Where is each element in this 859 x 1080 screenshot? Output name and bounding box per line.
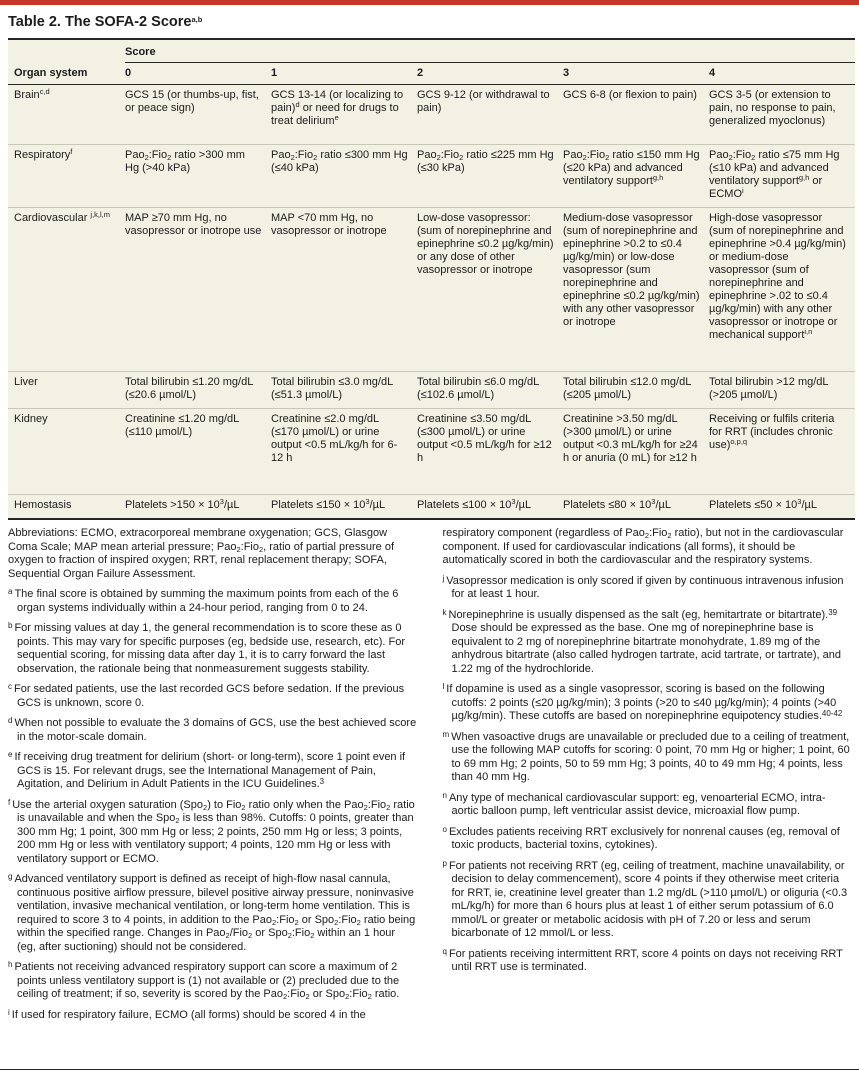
footnote-o	[443, 826, 852, 853]
footnote-b	[8, 622, 417, 676]
footnote-f	[8, 799, 417, 867]
footnote-m	[443, 731, 852, 785]
organ-label-liver: Liver	[8, 372, 125, 409]
footnote-d	[8, 717, 417, 744]
cell-respiratory-score1: Pao$_2$:Fio$_2$ ratio ≤300 mm Hg (≤40 kPa)	[271, 145, 417, 208]
footnote-c	[8, 683, 417, 710]
score-group-row	[8, 39, 855, 63]
score-col-header-2: 2	[417, 63, 563, 85]
footnote-marker-c: c	[8, 682, 12, 691]
footnotes-left-column	[8, 527, 417, 1029]
footnote-text-p: For patients not receiving RRT (eg, ceiling of treatment, machine unavailability, or decision to delay commencement), score 4 points if they otherwise meet criteria for RRT, ie, creatinine level greater than 1.2 mg/dL (>110 µmol/L) or oliguria (<0.3 mL/kg/h) for more than 6 hours plus at least 1 of either serum potassium of 6.0 mmol/L or greater or metabolic acidosis with pH of 7.20 or less and serum bicarbonate of 12 mmol/L or less.	[448, 859, 848, 939]
footnote-q	[443, 948, 852, 975]
footnote-text-n: Any type of mechanical cardiovascular support: eg, venoarterial ECMO, intra-aortic balloon pump, left ventricular assist device, microaxial flow pump.	[448, 791, 826, 817]
cell-respiratory-score3: Pao$_2$:Fio$_2$ ratio ≤150 mm Hg (≤20 kPa) and advanced ventilatory support$^{g,h}$	[563, 145, 709, 208]
footnote-marker-a: a	[8, 587, 13, 596]
footnote-text-q: For patients receiving intermittent RRT, score 4 points on days not receiving RRT until RRT use is terminated.	[448, 947, 843, 973]
table-row-hemostasis	[8, 495, 855, 520]
footnote-marker-h: h	[8, 960, 13, 969]
footnote-a	[8, 588, 417, 615]
footnote-k	[443, 609, 852, 677]
footnote-e	[8, 751, 417, 792]
cell-cardiovascular-score4: High-dose vasopressor (sum of norepinephrine and epinephrine >0.4 µg/kg/min) or medium-dose vasopressor (sum of norepinephrine and epinephrine >.02 to ≤0.4 µg/kg/min) with any other vasopressor or inotrope or mechanical support$^{i,n}$	[709, 208, 855, 372]
footnote-text-i: If used for respiratory failure, ECMO (all forms) should be scored 4 in the	[11, 1008, 366, 1021]
footnote-text-d: When not possible to evaluate the 3 domains of GCS, use the best achieved score in the motor-scale domain.	[14, 717, 417, 743]
footnote-marker-i: i	[8, 1007, 10, 1017]
footnote-i	[8, 1009, 417, 1023]
score-col-header-0: 0	[125, 63, 271, 85]
footnote-marker-k: k	[442, 607, 447, 617]
cell-liver-score4: Total bilirubin >12 mg/dL (>205 µmol/L)	[709, 372, 855, 409]
footnote-marker-d: d	[8, 716, 13, 725]
footnote-marker-b: b	[8, 621, 13, 630]
footnote-marker-p: p	[442, 858, 447, 868]
table-row-kidney	[8, 409, 855, 495]
footnote-h	[8, 961, 417, 1002]
footnote-text-c: For sedated patients, use the last recorded GCS before sedation. If the previous GCS is unknown, score 0.	[14, 683, 405, 709]
footnote-marker-n: n	[442, 790, 447, 800]
footnote-text-a: The final score is obtained by summing the maximum points from each of the 6 organ systems individually within a 24-hour period, ranging from 0 to 24.	[14, 588, 399, 614]
cell-liver-score0: Total bilirubin ≤1.20 mg/dL (≤20.6 µmol/L)	[125, 372, 271, 409]
cell-hemostasis-score4: Platelets $\le 50 \times 10^3/\mu L$	[709, 497, 817, 511]
cell-liver-score2: Total bilirubin ≤6.0 mg/dL (≤102.6 µmol/L)	[417, 372, 563, 409]
cell-brain-score1: GCS 13-14 (or localizing to pain)$^d$ or need for drugs to treat delirium$^e$	[271, 85, 417, 145]
footnote-marker-g: g	[8, 872, 13, 881]
cell-brain-score2: GCS 9-12 (or withdrawal to pain)	[417, 85, 563, 145]
organ-label-respiratory: Respiratory$^f$	[8, 145, 125, 208]
table-row-respiratory	[8, 145, 855, 208]
cell-respiratory-score4: Pao$_2$:Fio$_2$ ratio ≤75 mm Hg (≤10 kPa) and advanced ventilatory support$^{g,h}$ or ECMO$^i$	[709, 145, 855, 208]
cell-kidney-score3: Creatinine >3.50 mg/dL (>300 µmol/L) or urine output <0.3 mL/kg/h for ≥24 h or anuria (0 mL) for ≥12 h	[563, 409, 709, 495]
score-group-spacer	[8, 39, 125, 63]
cell-respiratory-score2: Pao$_2$:Fio$_2$ ratio ≤225 mm Hg (≤30 kPa)	[417, 145, 563, 208]
table-row-liver	[8, 372, 855, 409]
cell-brain-score0: GCS 15 (or thumbs-up, fist, or peace sign)	[125, 85, 271, 145]
cell-cardiovascular-score3: Medium-dose vasopressor (sum of norepinephrine and epinephrine >0.2 to ≤0.4 µg/kg/min) or low-dose vasopressor (sum norepinephrine and epinephrine ≤0.2 µg/kg/min) with any other vasopressor or inotrope	[563, 208, 709, 372]
cell-hemostasis-score1: Platelets $\le 150 \times 10^3/\mu L$	[271, 497, 386, 511]
footnote-text-e: If receiving drug treatment for delirium (short- or long-term), score 1 point even if GCS is 15. For relevant drugs, see the International Management of Pain, Agitation, and Delirium in Adult Patients in the ICU Guidelines.$^3$	[14, 751, 406, 790]
footnote-text-g: Advanced ventilatory support is defined as receipt of high-flow nasal cannula, continuous positive airflow pressure, bilevel positive airway pressure, noninvasive ventilation, invasive mechanical ventilation, or long-term home ventilation. This is required to score 3 to 4 points, in addition to the Pao$_2$:Fio$_2$ or Spo$_2$:Fio$_2$ ratio being within the specified range. Changes in Pao$_2$/Fio$_2$ or Spo$_2$:Fio$_2$ within an 1 hour (eg, after suctioning) should not be considered.	[14, 873, 416, 953]
table-title	[0, 5, 859, 38]
table-title-text: Table 2. The SOFA-2 Score	[8, 14, 192, 30]
cell-cardiovascular-score0: MAP ≥70 mm Hg, no vasopressor or inotrope use	[125, 208, 271, 372]
footnote-text-o: Excludes patients receiving RRT exclusively for nonrenal causes (eg, removal of toxic products, bacterial toxins, cytokines).	[448, 825, 840, 851]
cell-kidney-score4: Receiving or fulfils criteria for RRT (includes chronic use)$^{o,p,q}$	[709, 409, 855, 495]
score-col-header-1: 1	[271, 63, 417, 85]
footnote-text-m: When vasoactive drugs are unavailable or precluded due to a ceiling of treatment, use the following MAP cutoffs for scoring: 0 point, 70 mm Hg or higher; 1 point, 60 to 69 mm Hg; 2 points, 50 to 59 mm Hg; 3 points, 40 to 49 mm Hg; 4 points, less than 40 mm Hg.	[451, 730, 850, 783]
score-col-header-4: 4	[709, 63, 855, 85]
footnote-g	[8, 873, 417, 954]
footnote-n	[443, 792, 852, 819]
cell-kidney-score1: Creatinine ≤2.0 mg/dL (≤170 µmol/L) or urine output <0.5 mL/kg/h for 6-12 h	[271, 409, 417, 495]
cell-hemostasis-score2: Platelets $\le 100 \times 10^3/\mu L$	[417, 497, 532, 511]
organ-label-cardiovascular: Cardiovascular $^{j,k,l,m}$	[8, 208, 125, 372]
footnote-text-k: Norepinephrine is usually dispensed as the salt (eg, hemitartrate or bitartrate).$^{39}$ Dose should be expressed as the base. One mg of norepinephrine base is equivalent to 2 mg of norepinephrine bitartrate monohydrate, 1.89 mg of the anhydrous bitartrate (also called hydrogen tartrate, acid tartrate, or tartrate), and 1.22 mg of the hydrochloride.	[448, 607, 841, 675]
cell-brain-score3: GCS 6-8 (or flexion to pain)	[563, 85, 709, 145]
footnote-p	[443, 860, 852, 941]
footnote-i-continuation: respiratory component (regardless of Pao$_2$:Fio$_2$ ratio), but not in the cardiovascular component. If used for cardiovascular indications (all forms), it should be automatically scored in both the cardiovascular and the respiratory systems.	[442, 527, 844, 566]
footnote-text-h: Patients not receiving advanced respiratory support can score a maximum of 2 points unless ventilatory support is (1) not available or (2) precluded due to the ceiling of treatment; if so, severity is scored by the Pao$_2$:Fio$_2$ or Spo$_2$:Fio$_2$ ratio.	[14, 961, 400, 1001]
footnote-marker-f: f	[8, 797, 11, 807]
cell-hemostasis-score0: Platelets $>150 \times 10^3/\mu L$	[125, 497, 240, 511]
cell-hemostasis-score3: Platelets $\le 80 \times 10^3/\mu L$	[563, 497, 671, 511]
organ-label-hemostasis: Hemostasis	[14, 499, 72, 511]
footnote-text-b: For missing values at day 1, the general recommendation is to score these as 0 points. This may vary for specific purposes (eg, bedside use, research, etc). For sequential scoring, for missing data after day 1, it is to carry forward the last observation, the rationale being that nonmeasurement suggests stability.	[14, 622, 406, 675]
cell-liver-score1: Total bilirubin ≤3.0 mg/dL (≤51.3 µmol/L)	[271, 372, 417, 409]
footnote-text-l: If dopamine is used as a single vasopressor, scoring is based on the following cutoffs: 2 points (≤20 µg/kg/min); 3 points (>20 to ≤40 µg/kg/min); 4 points (>40 µg/kg/min). These cutoffs are based on norepinephrine equipotency studies.$^{40-42}$	[446, 683, 843, 722]
sofa2-score-table	[8, 38, 855, 520]
cell-cardiovascular-score2: Low-dose vasopressor: (sum of norepinephrine and epinephrine ≤0.2 µg/kg/min) or any dose of other vasopressor or inotrope	[417, 208, 563, 372]
footnote-marker-j: j	[442, 573, 445, 583]
organ-system-header: Organ system	[8, 63, 125, 85]
footnote-l	[443, 683, 852, 724]
score-group-header: Score	[125, 39, 855, 63]
organ-label-kidney: Kidney	[8, 409, 125, 495]
cell-cardiovascular-score1: MAP <70 mm Hg, no vasopressor or inotrope	[271, 208, 417, 372]
organ-label-brain: Brain$^{c,d}$	[8, 85, 125, 145]
footnote-j	[443, 575, 852, 602]
score-col-header-3: 3	[563, 63, 709, 85]
cell-respiratory-score0: Pao$_2$:Fio$_2$ ratio >300 mm Hg (>40 kPa)	[125, 145, 271, 208]
abbreviations-text: Abbreviations: ECMO, extracorporeal membrane oxygenation; GCS, Glasgow Coma Scale; MAP mean arterial pressure; Pao$_2$:Fio$_2$, ratio of partial pressure of oxygen to fraction of inspired oxygen; RRT, renal replacement therapy; SOFA, Sequential Organ Failure Assessment.	[8, 527, 394, 580]
footnotes-section	[0, 520, 859, 1029]
footnote-marker-e: e	[8, 750, 13, 759]
cell-liver-score3: Total bilirubin ≤12.0 mg/dL (≤205 µmol/L)	[563, 372, 709, 409]
footnote-marker-q: q	[442, 946, 447, 956]
footnote-marker-l: l	[442, 682, 445, 691]
footnote-marker-m: m	[442, 729, 450, 739]
bottom-rule	[0, 1069, 859, 1070]
table-title-footnote-marker: a,b	[191, 15, 203, 24]
cell-kidney-score2: Creatinine ≤3.50 mg/dL (≤300 µmol/L) or urine output <0.5 mL/kg/h for ≥12 h	[417, 409, 563, 495]
footnote-text-j: Vasopressor medication is only scored if given by continuous intravenous infusion for at least 1 hour.	[446, 574, 844, 600]
table-row-brain	[8, 85, 855, 145]
footnote-marker-o: o	[442, 824, 447, 834]
column-header-row	[8, 63, 855, 85]
footnotes-right-column	[443, 527, 852, 1029]
footnote-text-f: Use the arterial oxygen saturation (Spo$_2$) to Fio$_2$ ratio only when the Pao$_2$:Fio$_2$ ratio is unavailable and when the Spo$_2$ is less than 98%. Cutoffs: 0 points, greater than 300 mm Hg; 1 point, 300 mm Hg or less; 2 points, 250 mm Hg or less; 3 points, 200 mm Hg or less with ventilatory support; 4 points, 120 mm Hg or less with ventilatory support or ECMO.	[12, 798, 415, 865]
table-row-cardiovascular	[8, 208, 855, 372]
cell-brain-score4: GCS 3-5 (or extension to pain, no response to pain, generalized myoclonus)	[709, 85, 855, 145]
cell-kidney-score0: Creatinine ≤1.20 mg/dL (≤110 µmol/L)	[125, 409, 271, 495]
